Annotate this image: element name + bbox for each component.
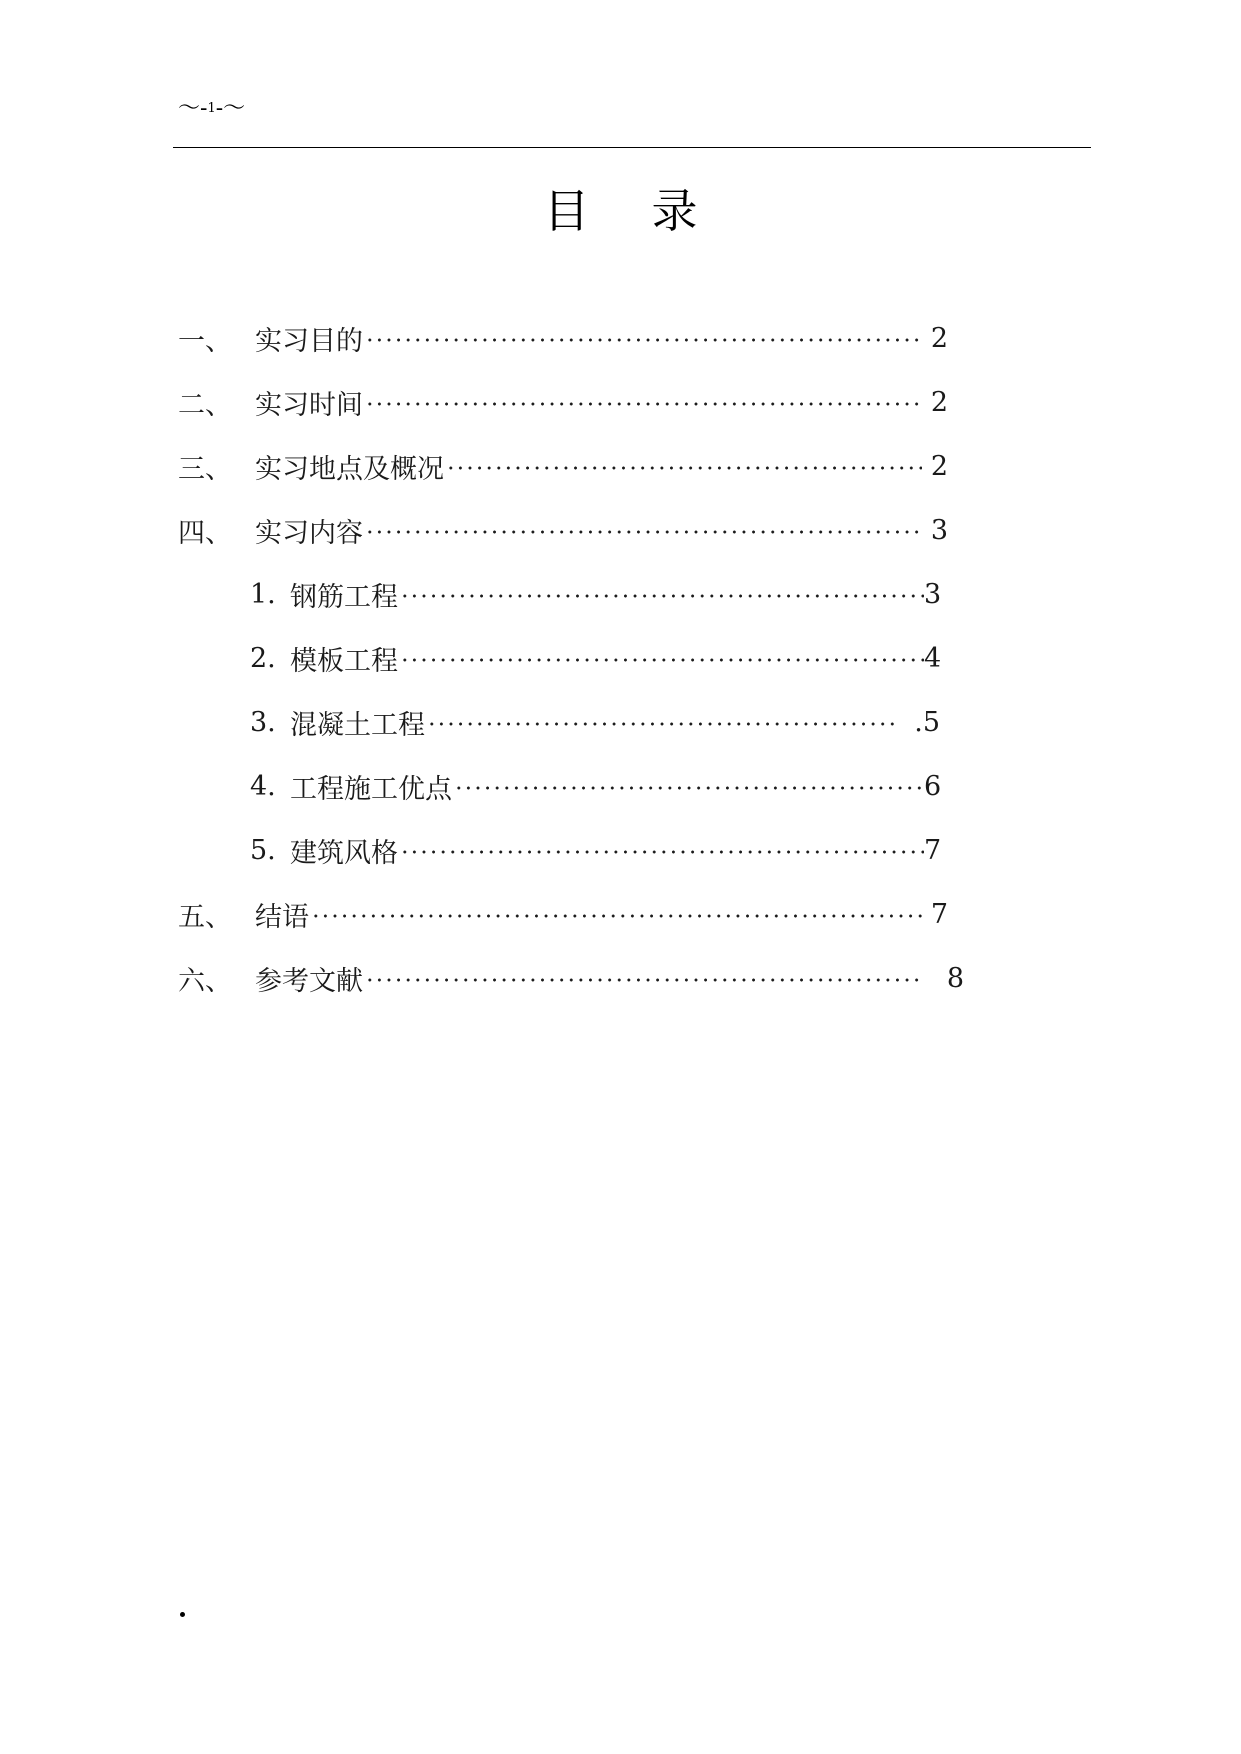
toc-entry-2[interactable]	[178, 384, 948, 420]
toc-entry-label: 模板工程	[290, 645, 398, 677]
toc-sub-entry-1[interactable]	[250, 576, 940, 612]
toc-entry-label: 建筑风格	[290, 837, 398, 869]
toc-dot-leader	[400, 850, 924, 854]
toc-entry-page: 6	[924, 770, 942, 802]
header-divider	[173, 147, 1091, 148]
toc-entry-number: 2.	[250, 642, 276, 674]
page-marker-left: ～-	[178, 96, 208, 121]
toc-dot-leader	[365, 402, 922, 406]
toc-entry-label: 实习地点及概况	[255, 453, 444, 485]
toc-dot-leader	[446, 466, 922, 470]
toc-entry-page: 3	[930, 514, 948, 546]
toc-entry-page: 2	[930, 450, 948, 482]
toc-entry-number: 二、	[178, 389, 232, 421]
toc-dot-leader	[400, 594, 924, 598]
toc-entry-5[interactable]	[178, 896, 948, 932]
toc-entry-label: 实习时间	[255, 389, 363, 421]
page-marker-num: 1	[207, 101, 216, 116]
toc-entry-page: 2	[930, 386, 948, 418]
toc-entry-number: 1.	[250, 578, 276, 610]
page-number-header	[178, 96, 245, 122]
toc-entry-number: 一、	[178, 325, 232, 357]
toc-dot-leader	[365, 978, 920, 982]
toc-entry-4[interactable]	[178, 512, 948, 548]
toc-entry-page: 3	[924, 578, 942, 610]
toc-entry-number: 3.	[250, 706, 276, 738]
page-marker-right: -～	[215, 96, 246, 121]
toc-dot-leader	[427, 722, 896, 726]
toc-title: 目录	[543, 184, 760, 238]
toc-sub-entry-2[interactable]	[250, 640, 940, 676]
toc-entry-number: 三、	[178, 453, 232, 485]
toc-entry-label: 工程施工优点	[290, 773, 452, 805]
toc-entry-page: 7	[930, 898, 948, 930]
toc-entry-label: 参考文献	[255, 965, 363, 997]
toc-entry-page: 2	[930, 322, 948, 354]
toc-entry-label: 实习内容	[255, 517, 363, 549]
toc-entry-3[interactable]	[178, 448, 948, 484]
toc-dot-leader	[365, 338, 922, 342]
toc-entry-label: 钢筋工程	[290, 581, 398, 613]
toc-entry-number: 六、	[178, 965, 232, 997]
toc-entry-6[interactable]	[178, 960, 964, 996]
toc-entry-label: 混凝土工程	[290, 709, 425, 741]
toc-entry-label: 结语	[255, 901, 309, 933]
toc-sub-entry-5[interactable]	[250, 832, 940, 868]
toc-entry-number: 5.	[250, 834, 276, 866]
toc-sub-entry-3[interactable]	[250, 704, 940, 740]
toc-dot-leader	[400, 658, 924, 662]
toc-entry-page: 8	[946, 962, 964, 994]
toc-entry-1[interactable]	[178, 320, 948, 356]
toc-entry-number: 4.	[250, 770, 276, 802]
toc-entry-number: 四、	[178, 517, 232, 549]
toc-dot-leader	[311, 914, 922, 918]
toc-entry-number: 五、	[178, 901, 232, 933]
toc-entry-page: 7	[924, 834, 942, 866]
toc-dot-leader	[454, 786, 924, 790]
toc-entry-label: 实习目的	[255, 325, 363, 357]
toc-entry-page: 4	[924, 642, 942, 674]
toc-dot-leader	[365, 530, 922, 534]
toc-sub-entry-4[interactable]	[250, 768, 940, 804]
page-footer-dot	[180, 1612, 185, 1617]
toc-entry-page: .5	[914, 706, 940, 738]
